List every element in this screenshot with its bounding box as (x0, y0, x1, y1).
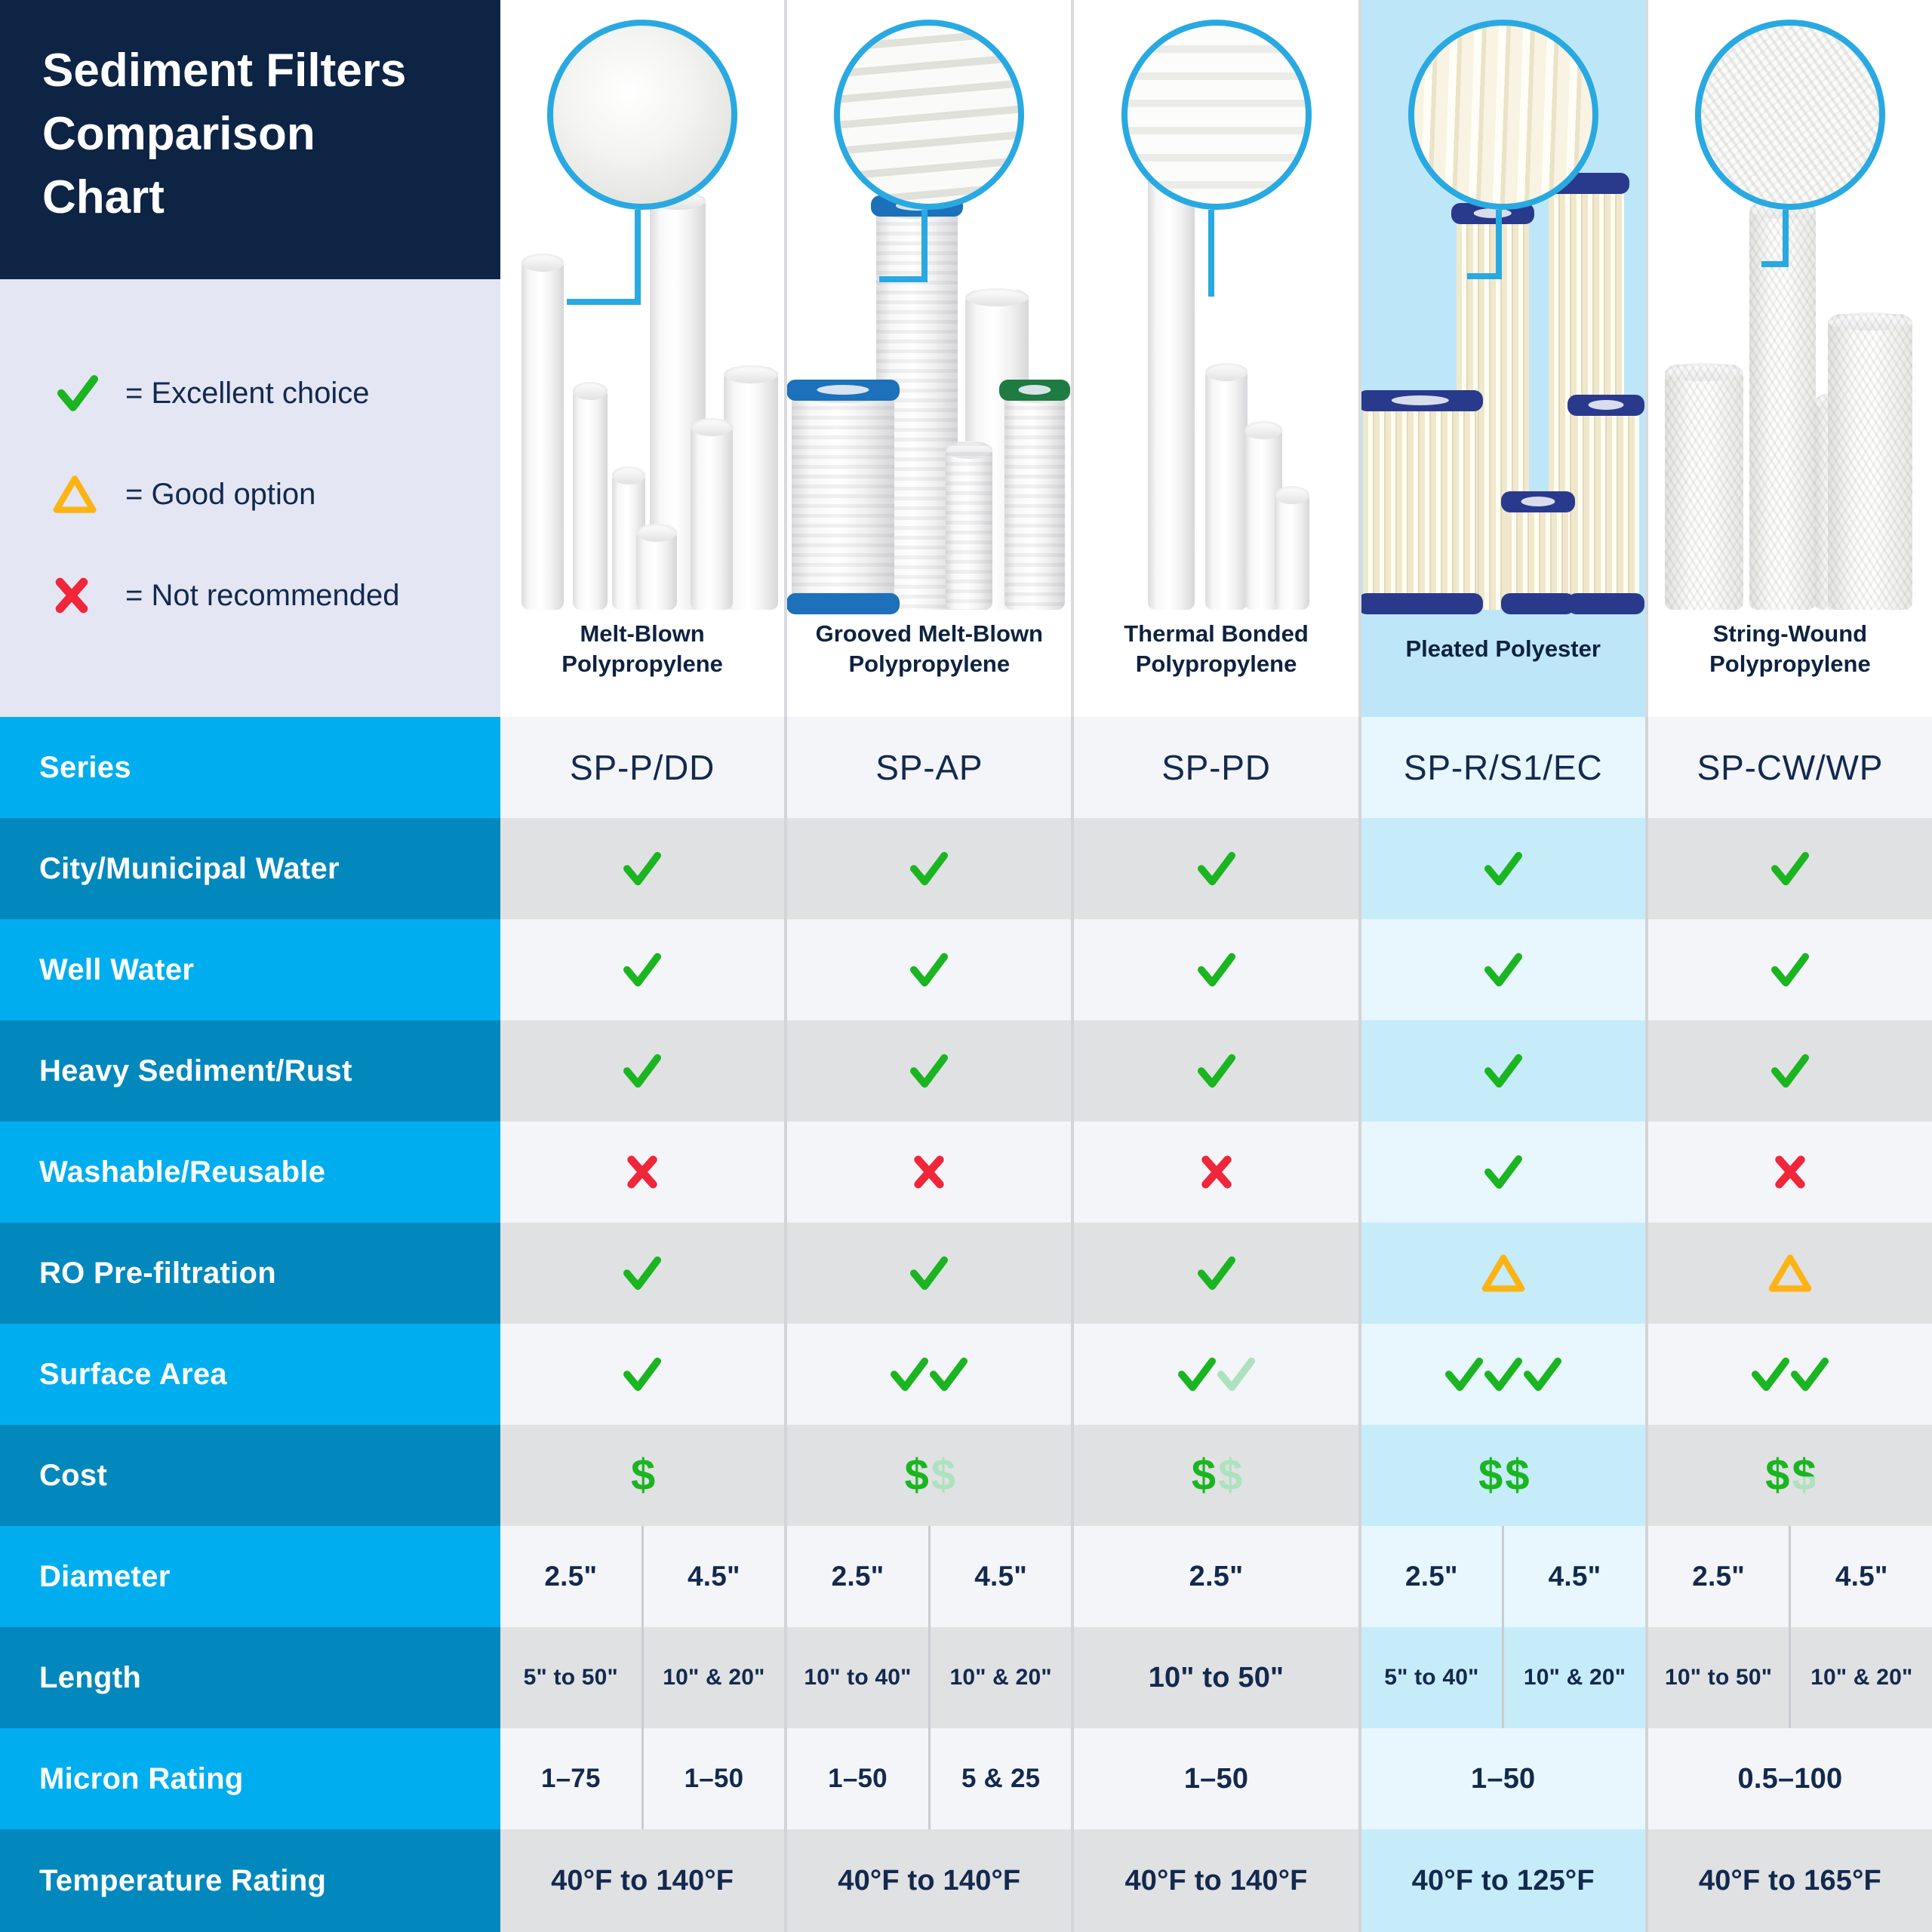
sub-cell (1502, 1627, 1645, 1728)
callout-connector-line (879, 276, 928, 282)
table-row (0, 1728, 1932, 1829)
filter-cartridge (1665, 365, 1743, 610)
filter-cartridge (1148, 168, 1195, 610)
callout-connector-line (921, 210, 928, 282)
material-zoom-circle (547, 20, 737, 210)
table-cell (784, 1627, 1071, 1728)
material-zoom-circle (1121, 20, 1312, 210)
page-title-line: Sediment Filters (42, 45, 407, 97)
material-zoom-circle (1695, 20, 1885, 210)
sub-cell (928, 1728, 1072, 1829)
product-column-string-wound (1645, 0, 1932, 717)
table-row (0, 1627, 1932, 1728)
table-cell (1071, 1526, 1358, 1627)
x-icon (625, 1153, 660, 1191)
material-zoom-circle (1408, 20, 1598, 210)
legend (0, 279, 500, 717)
check-icon (1193, 951, 1240, 989)
row-label: RO Pre-filtration (0, 1223, 500, 1324)
check-icon (906, 1052, 952, 1090)
table-cell (1645, 717, 1932, 818)
product-header-row (500, 0, 1932, 717)
cell-icons (1193, 1254, 1240, 1292)
check-icon (619, 1254, 666, 1292)
table-cell (1358, 1121, 1645, 1223)
cell-value: 40°F to 140°F (838, 1864, 1021, 1897)
callout-connector-line (635, 210, 641, 305)
table-cell (1358, 818, 1645, 919)
cell-value: 4.5" (688, 1561, 740, 1592)
filter-cartridge (573, 383, 608, 610)
cell-icons (1191, 1451, 1241, 1500)
cell-value: SP-AP (875, 748, 983, 787)
filter-cartridge (1363, 397, 1478, 610)
cell-icons (1193, 850, 1240, 888)
dollar-icon: $ (1765, 1451, 1789, 1500)
table-cell (1645, 1223, 1932, 1324)
table-cell (1071, 1324, 1358, 1425)
cell-icons (619, 850, 666, 888)
table-cell (1071, 1728, 1358, 1829)
cell-icons (1199, 1153, 1234, 1191)
cell-icons (1480, 1052, 1527, 1090)
product-column-grooved-melt-blown (784, 0, 1071, 717)
dollar-icon: $ (1505, 1451, 1528, 1500)
table-cell (1645, 1324, 1932, 1425)
end-cap (1567, 395, 1644, 416)
table-cell (1071, 1223, 1358, 1324)
table-row (0, 1121, 1932, 1223)
sub-cell (1648, 1526, 1789, 1627)
cell-value: 10" to 40" (804, 1665, 912, 1690)
table-cell (784, 1020, 1071, 1121)
table-cell (1071, 1121, 1358, 1223)
table-cell (500, 1121, 784, 1223)
table-cell (1645, 1526, 1932, 1627)
callout-connector-line (1761, 261, 1789, 267)
page-title-line: Chart (42, 171, 165, 223)
table-cell (784, 1121, 1071, 1223)
cell-value: SP-R/S1/EC (1403, 748, 1603, 787)
legend-item-not-recommended (53, 545, 500, 646)
row-label: Well Water (0, 919, 500, 1020)
triangle-icon (53, 474, 125, 515)
table-row (0, 919, 1932, 1020)
cell-value: 2.5" (544, 1561, 598, 1592)
table-cell (500, 1425, 784, 1526)
cell-icons (1174, 1355, 1260, 1393)
filter-cartridge (1506, 498, 1570, 610)
check-icon (906, 951, 952, 989)
sub-cell (1648, 1627, 1789, 1728)
end-cap (786, 380, 900, 401)
legend-label: = Excellent choice (125, 376, 370, 410)
product-column-thermal-bonded (1071, 0, 1358, 717)
table-row (0, 1020, 1932, 1121)
cell-icons (619, 1254, 666, 1292)
cell-icons (1767, 850, 1814, 888)
sub-cell (500, 1627, 641, 1728)
table-cell (1645, 1829, 1932, 1932)
row-label: Washable/Reusable (0, 1121, 500, 1223)
cell-icons (1193, 951, 1240, 989)
sub-cell (1789, 1526, 1932, 1627)
filter-cartridge (792, 386, 894, 610)
cell-value: 5 & 25 (961, 1764, 1041, 1793)
cell-icons (1481, 1254, 1525, 1293)
legend-label: = Good option (125, 477, 316, 511)
check-icon (1519, 1355, 1566, 1393)
end-cap (999, 380, 1070, 401)
row-label: City/Municipal Water (0, 818, 500, 919)
table-cell (1071, 919, 1358, 1020)
sub-cell (641, 1728, 785, 1829)
table-cell (1358, 1627, 1645, 1728)
cell-icons (625, 1153, 660, 1191)
cell-icons (1765, 1451, 1815, 1500)
sub-cell (928, 1627, 1072, 1728)
table-cell (1071, 1425, 1358, 1526)
callout-connector-line (567, 299, 641, 305)
callout-connector-line (1208, 210, 1214, 297)
product-name: Pleated Polyester (1405, 635, 1601, 662)
table-cell (1071, 1020, 1358, 1121)
filter-cartridge (1828, 314, 1912, 610)
check-icon (1193, 850, 1240, 888)
row-label: Series (0, 717, 500, 818)
cell-value: 1–50 (828, 1764, 888, 1793)
callout-connector-line (1496, 210, 1502, 279)
table-row (0, 1223, 1932, 1324)
table-cell (1645, 1121, 1932, 1223)
product-column-melt-blown (500, 0, 784, 717)
cell-icons (1480, 850, 1527, 888)
cell-value: 40°F to 165°F (1698, 1864, 1881, 1897)
sub-cell (641, 1526, 785, 1627)
cell-value: 40°F to 140°F (551, 1864, 734, 1897)
cell-value: 1–50 (684, 1764, 744, 1793)
dollar-icon: $ (1478, 1451, 1502, 1500)
table-cell (784, 1728, 1071, 1829)
table-cell (1071, 818, 1358, 919)
table-cell (500, 1223, 784, 1324)
table-cell (1358, 1728, 1645, 1829)
check-icon (906, 1254, 952, 1292)
cell-icons (1193, 1052, 1240, 1090)
cell-icons (1441, 1355, 1566, 1393)
filter-cartridge (636, 525, 677, 610)
cell-icons (619, 1052, 666, 1090)
end-cap (1501, 593, 1575, 614)
cell-value: 5" to 50" (523, 1665, 618, 1690)
cell-value: 10" & 20" (663, 1665, 765, 1690)
cell-icons (906, 951, 952, 989)
table-cell (784, 717, 1071, 818)
legend-label: = Not recommended (125, 578, 400, 612)
cell-icons (1767, 1052, 1814, 1090)
sub-cell (641, 1627, 785, 1728)
table-row (0, 1526, 1932, 1627)
cell-icons (1767, 951, 1814, 989)
cell-icons (906, 1052, 952, 1090)
cell-value: 0.5–100 (1737, 1762, 1843, 1795)
row-label: Cost (0, 1425, 500, 1526)
cell-value: 10" to 50" (1665, 1665, 1773, 1690)
row-label: Diameter (0, 1526, 500, 1627)
cell-value: SP-CW/WP (1697, 748, 1884, 787)
row-label: Temperature Rating (0, 1829, 500, 1932)
table-cell (500, 1829, 784, 1932)
filter-cartridge (521, 255, 564, 610)
product-name: Grooved Melt-Blown Polypropylene (815, 620, 1043, 677)
table-cell (1645, 1728, 1932, 1829)
filter-cartridge (946, 442, 992, 610)
callout-connector-line (1467, 273, 1502, 279)
table-cell (1071, 1627, 1358, 1728)
filter-cartridge (691, 420, 733, 610)
cell-value: 2.5" (1692, 1561, 1745, 1592)
comparison-table (0, 717, 1932, 1932)
sub-cell (1502, 1526, 1645, 1627)
table-cell (784, 1223, 1071, 1324)
cell-value: 10" & 20" (1810, 1665, 1913, 1690)
table-cell (784, 1829, 1071, 1932)
check-icon (619, 850, 666, 888)
table-cell (1645, 919, 1932, 1020)
table-cell (1358, 1223, 1645, 1324)
table-cell (1071, 717, 1358, 818)
product-photo (787, 248, 1071, 610)
cell-icons (1773, 1153, 1807, 1191)
check-icon (1213, 1355, 1260, 1393)
table-cell (784, 919, 1071, 1020)
end-cap (786, 593, 900, 614)
cell-value: 2.5" (831, 1561, 884, 1592)
dollar-icon: $ (1191, 1451, 1214, 1500)
title-box (0, 0, 500, 279)
cell-icons (886, 1355, 972, 1393)
check-icon (1193, 1254, 1240, 1292)
cell-value: SP-PD (1161, 748, 1271, 787)
sub-cell (1361, 1627, 1503, 1728)
table-cell (500, 1324, 784, 1425)
check-icon (1480, 850, 1527, 888)
cell-icons (1480, 1153, 1527, 1191)
sub-cell (500, 1728, 641, 1829)
cell-value: 5" to 40" (1384, 1665, 1479, 1690)
check-icon (906, 850, 952, 888)
sub-cell (1361, 1526, 1503, 1627)
row-label: Micron Rating (0, 1728, 500, 1829)
table-cell (1358, 1425, 1645, 1526)
check-icon (1767, 1052, 1814, 1090)
sub-cell (787, 1526, 928, 1627)
filter-cartridge (1205, 365, 1247, 610)
check-icon (1193, 1052, 1240, 1090)
table-cell (1645, 1425, 1932, 1526)
product-name: String-Wound Polypropylene (1709, 620, 1871, 677)
cell-value: 4.5" (1835, 1561, 1888, 1592)
product-column-pleated-polyester (1358, 0, 1645, 717)
check-icon (1480, 1052, 1527, 1090)
table-cell (784, 1324, 1071, 1425)
check-icon (619, 1355, 666, 1393)
check-icon (53, 373, 125, 414)
table-cell (784, 1526, 1071, 1627)
check-icon (1480, 1153, 1527, 1191)
check-icon (619, 1052, 666, 1090)
check-icon (619, 951, 666, 989)
cell-value: 4.5" (1548, 1561, 1601, 1592)
dollar-icon: $ (1792, 1451, 1815, 1500)
legend-item-good (53, 444, 500, 545)
table-cell (500, 919, 784, 1020)
page-title-line: Comparison (42, 108, 315, 160)
sub-cell (500, 1526, 641, 1627)
check-icon (925, 1355, 972, 1393)
product-name: Melt-Blown Polypropylene (561, 620, 723, 677)
check-icon (1767, 850, 1814, 888)
dollar-icon: $ (1218, 1451, 1241, 1500)
table-row (0, 1324, 1932, 1425)
cell-value: 1–75 (540, 1764, 601, 1793)
cell-value: 10" to 50" (1148, 1661, 1284, 1694)
x-icon (53, 575, 125, 616)
check-icon (1786, 1355, 1833, 1393)
product-photo (1074, 248, 1358, 610)
table-cell (500, 717, 784, 818)
table-cell (1358, 1324, 1645, 1425)
table-cell (784, 818, 1071, 919)
check-icon (1480, 951, 1527, 989)
cell-icons (619, 951, 666, 989)
product-photo (1648, 248, 1932, 610)
cell-value: 10" & 20" (949, 1665, 1052, 1690)
cell-icons (1747, 1355, 1833, 1393)
table-cell (500, 818, 784, 919)
end-cap (1358, 390, 1483, 411)
triangle-icon (1768, 1254, 1812, 1293)
cell-value: 40°F to 125°F (1411, 1864, 1595, 1897)
cell-value: 2.5" (1405, 1561, 1458, 1592)
row-label: Surface Area (0, 1324, 500, 1425)
table-cell (1071, 1829, 1358, 1932)
table-row (0, 717, 1932, 818)
row-label: Heavy Sediment/Rust (0, 1020, 500, 1121)
end-cap (1358, 593, 1483, 614)
table-cell (1645, 1020, 1932, 1121)
row-label: Length (0, 1627, 500, 1728)
cell-icons (906, 1254, 952, 1292)
product-photo (500, 248, 784, 610)
cell-icons (630, 1451, 654, 1500)
check-icon (1767, 951, 1814, 989)
table-cell (1645, 818, 1932, 919)
end-cap (1567, 593, 1644, 614)
table-row (0, 1829, 1932, 1932)
product-photo (1361, 248, 1645, 610)
filter-cartridge (1573, 401, 1639, 610)
filter-cartridge (1275, 488, 1309, 610)
cell-icons (912, 1153, 946, 1191)
cell-value: 1–50 (1471, 1762, 1536, 1795)
end-cap (1501, 491, 1575, 512)
cell-icons (1768, 1254, 1812, 1293)
cell-icons (619, 1355, 666, 1393)
cell-value: 4.5" (974, 1561, 1027, 1592)
cell-icons (904, 1451, 955, 1500)
material-zoom-circle (834, 20, 1024, 210)
cell-icons (906, 850, 952, 888)
table-cell (500, 1526, 784, 1627)
table-row (0, 1425, 1932, 1526)
table-row (0, 818, 1932, 919)
cell-value: 1–50 (1183, 1762, 1249, 1795)
cell-value: 10" & 20" (1523, 1665, 1626, 1690)
table-cell (500, 1020, 784, 1121)
cell-value: SP-P/DD (570, 748, 715, 787)
table-cell (1358, 919, 1645, 1020)
table-cell (500, 1728, 784, 1829)
sub-cell (787, 1627, 928, 1728)
table-cell (500, 1627, 784, 1728)
legend-item-excellent (53, 343, 500, 444)
x-icon (1773, 1153, 1807, 1191)
x-icon (1199, 1153, 1234, 1191)
sub-cell (1789, 1627, 1932, 1728)
cell-icons (1480, 951, 1527, 989)
cell-value: 40°F to 140°F (1124, 1864, 1308, 1897)
sub-cell (928, 1526, 1072, 1627)
sub-cell (787, 1728, 928, 1829)
dollar-icon: $ (931, 1451, 955, 1500)
triangle-icon (1481, 1254, 1525, 1293)
table-cell (1358, 1020, 1645, 1121)
cell-icons (1478, 1451, 1528, 1500)
table-cell (1358, 1829, 1645, 1932)
product-name: Thermal Bonded Polypropylene (1124, 620, 1309, 677)
filter-cartridge (1004, 386, 1065, 610)
cell-value: 2.5" (1189, 1560, 1244, 1592)
table-cell (1358, 1526, 1645, 1627)
dollar-icon: $ (904, 1451, 928, 1500)
x-icon (912, 1153, 946, 1191)
callout-connector-line (1783, 210, 1789, 267)
dollar-icon: $ (630, 1451, 654, 1500)
table-cell (1645, 1627, 1932, 1728)
table-cell (1358, 717, 1645, 818)
table-cell (784, 1425, 1071, 1526)
